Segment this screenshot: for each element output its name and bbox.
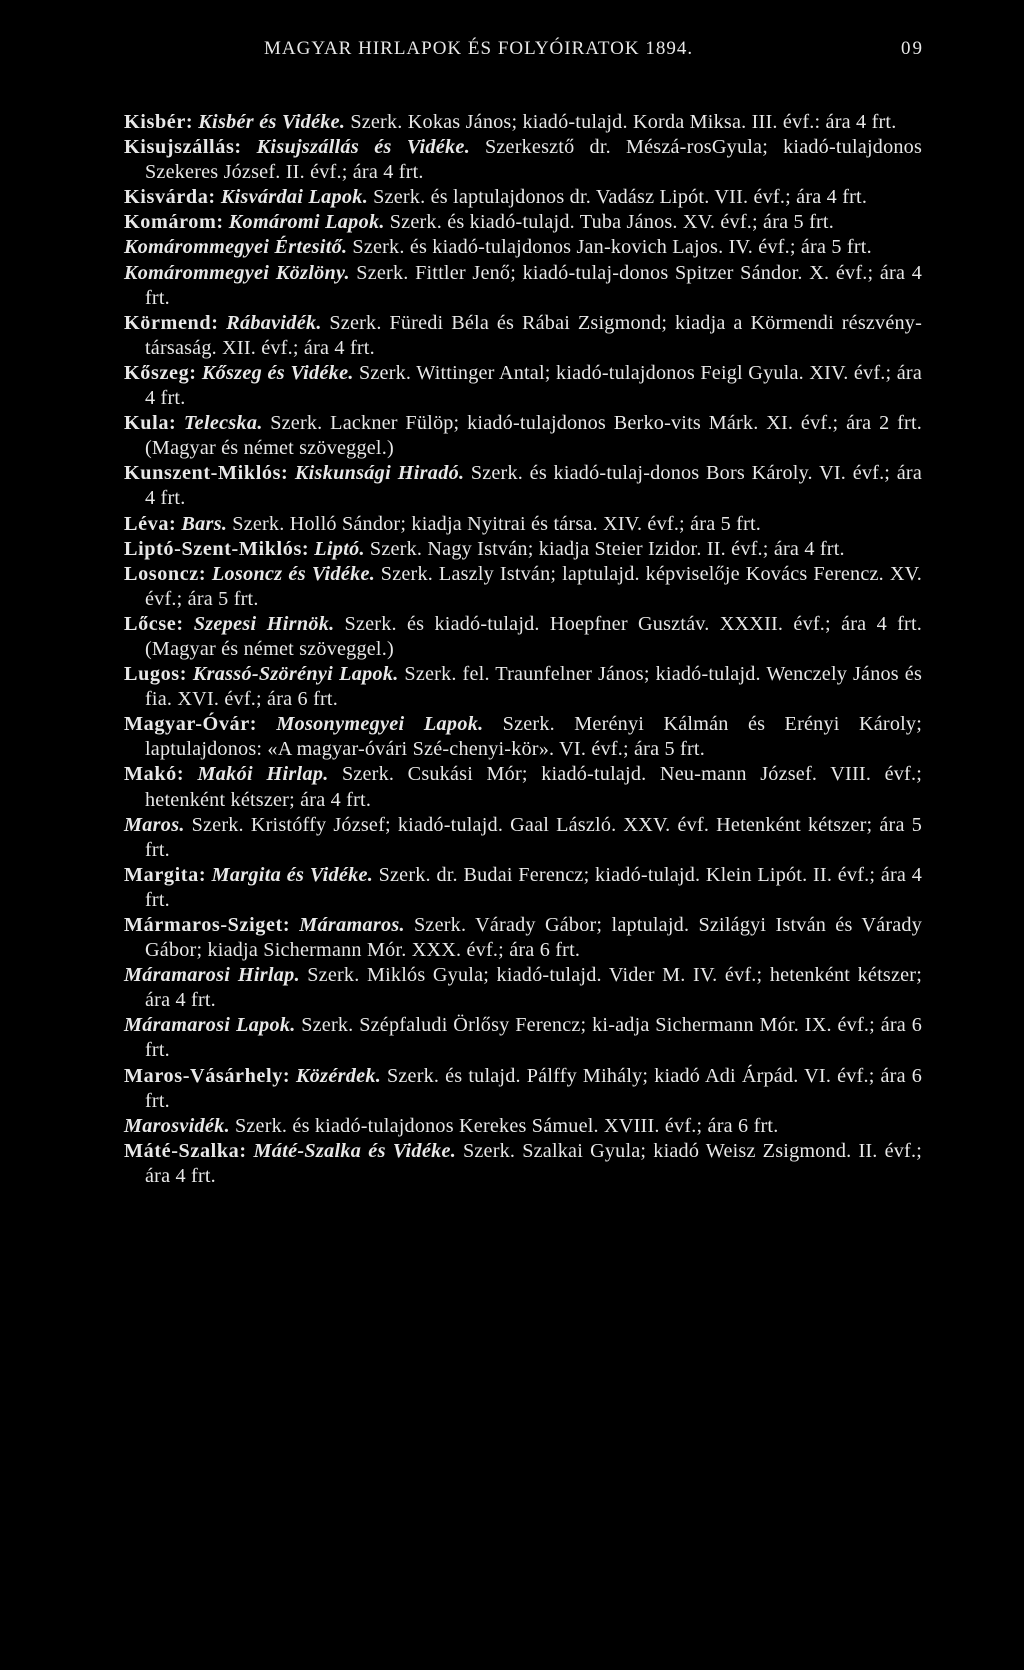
list-item bbox=[124, 1013, 922, 1063]
entry-paper-title: Telecska. bbox=[183, 412, 263, 435]
entry-paper-title: Makói Hirlap. bbox=[197, 763, 329, 786]
entry-place: Margita: bbox=[124, 863, 207, 886]
entry-paper-title: Bars. bbox=[181, 512, 228, 535]
entry-details: Szerk. Kokas János; kiadó-tulajd. Korda Miksa. III. évf.: ára 4 frt. bbox=[350, 111, 897, 133]
entry-details: Szerk. és laptulajdonos dr. Vadász Lipót. VII. évf.; ára 4 frt. bbox=[373, 186, 868, 209]
entry-paper-title: Komáromi Lapok. bbox=[228, 211, 385, 234]
entry-details: Szerk. Lackner Fülöp; kiadó-tulajdonos Berko-vits Márk. XI. évf.; ára 2 frt. (Magyar és német szöveggel.) bbox=[145, 412, 923, 460]
entry-place: Kőszeg: bbox=[124, 361, 197, 384]
entry-paper-title: Máramarosi Hirlap. bbox=[124, 964, 300, 987]
entry-details: Szerk. dr. Budai Ferencz; kiadó-tulajd. Klein Lipót. II. évf.; ára 4 frt. bbox=[145, 863, 923, 911]
list-item bbox=[124, 1114, 922, 1139]
page-number: 09 bbox=[901, 38, 924, 59]
entry-place: Komárom: bbox=[124, 211, 224, 234]
list-item bbox=[124, 913, 922, 963]
header-title: MAGYAR HIRLAPOK ÉS FOLYÓIRATOK 1894. bbox=[264, 38, 694, 59]
list-item bbox=[124, 361, 922, 411]
entry-place: Mármaros-Sziget: bbox=[124, 914, 291, 936]
entry-details: Szerk. Miklós Gyula; kiadó-tulajd. Vider M. IV. évf.; hetenként kétszer; ára 4 frt. bbox=[145, 964, 922, 1012]
entry-place: Kisujszállás: bbox=[124, 136, 242, 159]
list-item bbox=[124, 762, 922, 812]
entry-paper-title: Losoncz és Vidéke. bbox=[211, 562, 376, 585]
entry-list bbox=[124, 110, 922, 1189]
entry-place: Kula: bbox=[124, 412, 177, 435]
entry-details: Szerk. és kiadó-tulajdonos Kerekes Sámuel. XVIII. évf.; ára 6 frt. bbox=[234, 1114, 779, 1137]
entry-paper-title: Máté-Szalka és Vidéke. bbox=[253, 1139, 457, 1162]
entry-details: Szerk. Szépfaludi Örlősy Ferencz; ki-adja Sichermann Mór. IX. évf.; ára 6 frt. bbox=[145, 1014, 923, 1062]
entry-paper-title: Komárommegyei Közlöny. bbox=[124, 261, 350, 284]
entry-details: Szerkesztő dr. Mészá-rosGyula; kiadó-tulajdonos Szekeres József. II. évf.; ára 4 frt. bbox=[145, 136, 923, 184]
entry-details: Szerk. Wittinger Antal; kiadó-tulajdonos Feigl Gyula. XIV. évf.; ára 4 frt. bbox=[145, 361, 923, 410]
entry-place: Maros-Vásárhely: bbox=[124, 1064, 291, 1087]
entry-details: Szerk. Laszly István; laptulajd. képviselője Kovács Ferencz. XV. évf.; ára 5 frt. bbox=[145, 562, 923, 610]
entry-details: Szerk. és kiadó-tulaj-donos Bors Károly. VI. évf.; ára 4 frt. bbox=[145, 462, 923, 510]
list-item bbox=[124, 185, 922, 210]
list-item bbox=[124, 562, 922, 612]
entry-details: Szerk. Várady Gábor; laptulajd. Szilágyi István és Várady Gábor; kiadja Sichermann Mór. XXX. évf.; ára 6 frt. bbox=[145, 914, 923, 962]
list-item bbox=[124, 311, 922, 361]
entry-place: Lőcse: bbox=[124, 612, 184, 635]
entry-paper-title: Mosonymegyei Lapok. bbox=[276, 713, 484, 736]
list-item bbox=[124, 411, 922, 461]
entry-place: Kisvárda: bbox=[124, 186, 216, 209]
list-item bbox=[124, 110, 922, 135]
entry-paper-title: Közérdek. bbox=[296, 1064, 382, 1087]
entry-paper-title: Kőszeg és Vidéke. bbox=[201, 361, 354, 384]
entry-place: Körmend: bbox=[124, 311, 219, 334]
entry-details: Szerk. Csukási Mór; kiadó-tulajd. Neu-mann József. VIII. évf.; hetenként kétszer; ára 4 frt. bbox=[145, 763, 923, 811]
entry-paper-title: Máramaros. bbox=[299, 914, 405, 936]
list-item bbox=[124, 662, 922, 712]
list-item bbox=[124, 1139, 922, 1189]
list-item bbox=[124, 210, 922, 235]
entry-details: Szerk. és tulajd. Pálffy Mihály; kiadó Adi Árpád. VI. évf.; ára 6 frt. bbox=[145, 1064, 923, 1112]
list-item bbox=[124, 1064, 922, 1114]
entry-details: Szerk. fel. Traunfelner János; kiadó-tulajd. Wenczely János és fia. XVI. évf.; ára 6 frt. bbox=[145, 663, 923, 711]
list-item bbox=[124, 612, 922, 662]
entry-place: Máté-Szalka: bbox=[124, 1139, 247, 1162]
list-item bbox=[124, 135, 922, 185]
entry-place: Kisbér: bbox=[124, 111, 194, 133]
entry-place: Liptó-Szent-Miklós: bbox=[124, 537, 310, 560]
entry-details: Szerk. Kristóffy József; kiadó-tulajd. Gaal László. XXV. évf. Hetenként kétszer; ára 5 frt. bbox=[145, 813, 922, 861]
entry-place: Magyar-Óvár: bbox=[124, 713, 258, 736]
entry-details: Szerk. Holló Sándor; kiadja Nyitrai és társa. XIV. évf.; ára 5 frt. bbox=[232, 512, 762, 535]
entry-paper-title: Maros. bbox=[124, 813, 185, 836]
entry-place: Makó: bbox=[124, 763, 185, 786]
list-item bbox=[124, 863, 922, 913]
entry-details: Szerk. és kiadó-tulajd. Tuba János. XV. évf.; ára 5 frt. bbox=[389, 211, 834, 234]
entry-place: Léva: bbox=[124, 512, 177, 535]
list-item bbox=[124, 712, 922, 762]
list-item bbox=[124, 512, 922, 537]
list-item bbox=[124, 537, 922, 562]
entry-paper-title: Kisujszállás és Vidéke. bbox=[256, 136, 471, 159]
list-item bbox=[124, 461, 922, 511]
list-item bbox=[124, 963, 922, 1013]
entry-paper-title: Liptó. bbox=[314, 537, 365, 560]
list-item bbox=[124, 261, 922, 311]
entry-details: Szerk. Füredi Béla és Rábai Zsigmond; kiadja a Körmendi részvény-társaság. XII. évf.; ára 4 frt. bbox=[145, 311, 923, 359]
entry-place: Losoncz: bbox=[124, 562, 207, 585]
entry-details: Szerk. és kiadó-tulajd. Hoepfner Gusztáv. XXXII. évf.; ára 4 frt. (Magyar és német szöveggel.) bbox=[145, 612, 923, 660]
entry-paper-title: Krassó-Szörényi Lapok. bbox=[192, 663, 399, 686]
entry-paper-title: Margita és Vidéke. bbox=[211, 863, 374, 886]
entry-paper-title: Kiskunsági Hiradó. bbox=[294, 462, 465, 485]
entry-paper-title: Kisbér és Vidéke. bbox=[198, 111, 346, 133]
entry-paper-title: Rábavidék. bbox=[226, 311, 322, 334]
entry-details: Szerk. Nagy István; kiadja Steier Izidor. II. évf.; ára 4 frt. bbox=[369, 537, 845, 560]
entry-paper-title: Szepesi Hirnök. bbox=[193, 612, 335, 635]
entry-paper-title: Komárommegyei Értesitő. bbox=[124, 236, 348, 259]
entry-details: Szerk. Fittler Jenő; kiadó-tulaj-donos Spitzer Sándor. X. évf.; ára 4 frt. bbox=[145, 261, 923, 309]
entry-details: Szerk. Merényi Kálmán és Erényi Károly; laptulajdonos: «A magyar-óvári Szé-chenyi-kör». VI. évf.; ára 5 frt. bbox=[145, 713, 923, 761]
list-item bbox=[124, 813, 922, 863]
entry-details: Szerk. és kiadó-tulajdonos Jan-kovich Lajos. IV. évf.; ára 5 frt. bbox=[352, 236, 872, 259]
running-header bbox=[264, 38, 924, 60]
entry-details: Szerk. Szalkai Gyula; kiadó Weisz Zsigmond. II. évf.; ára 4 frt. bbox=[145, 1139, 923, 1187]
entry-paper-title: Marosvidék. bbox=[124, 1114, 230, 1137]
entry-paper-title: Kisvárdai Lapok. bbox=[220, 186, 369, 209]
list-item bbox=[124, 235, 922, 260]
entry-place: Lugos: bbox=[124, 663, 188, 686]
entry-place: Kunszent-Miklós: bbox=[124, 462, 289, 485]
entry-paper-title: Máramarosi Lapok. bbox=[124, 1014, 296, 1037]
